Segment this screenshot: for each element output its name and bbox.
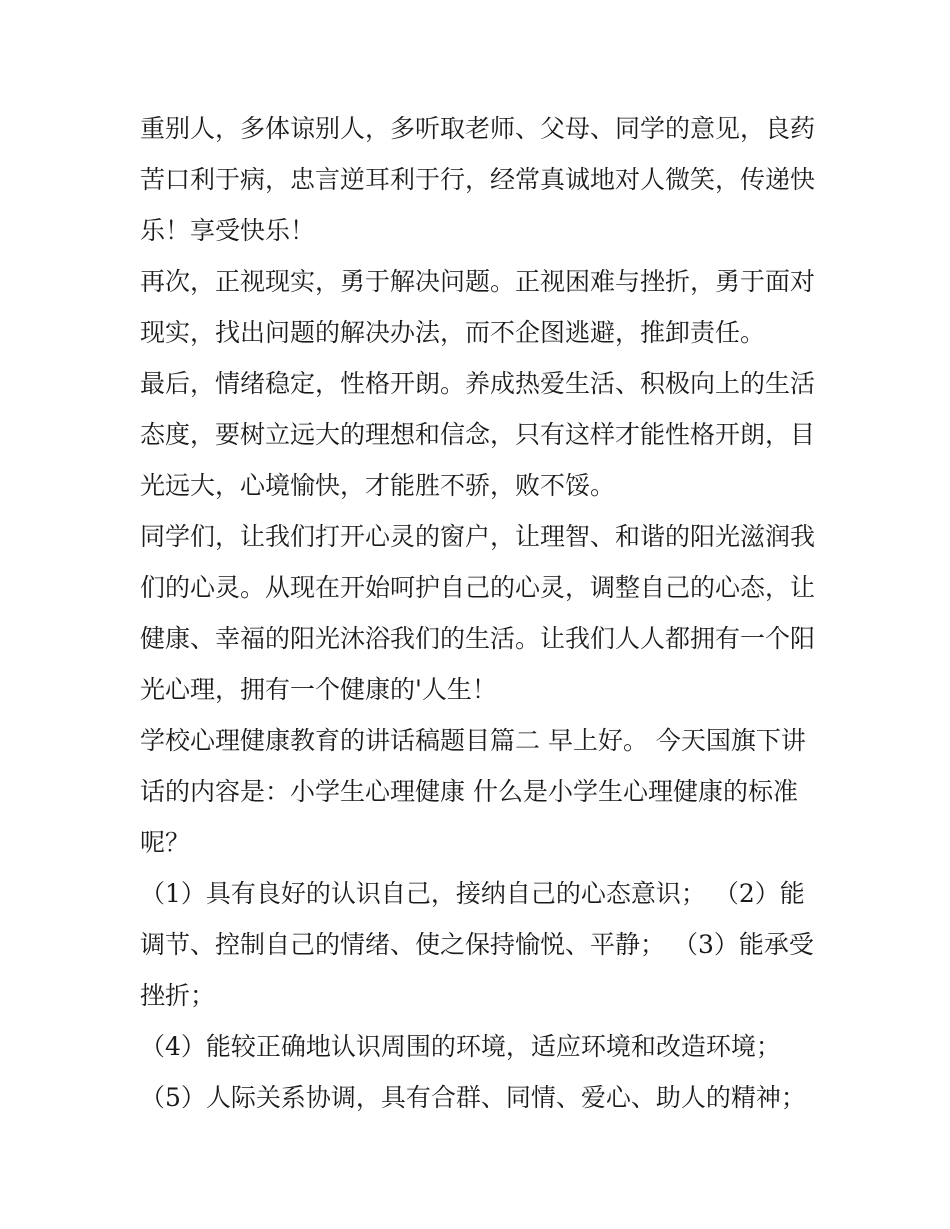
text-line: 现实，找出问题的解决办法，而不企图逃避，推卸责任。 — [140, 318, 766, 347]
text-line: 呢？ — [140, 828, 191, 857]
text-line: 再次，正视现实，勇于解决问题。正视困难与挫折，勇于面对 — [140, 267, 816, 296]
text-line: 挫折； — [140, 981, 216, 1010]
text-line: （5）人际关系协调，具有合群、同情、爱心、助人的精神； — [140, 1083, 806, 1112]
text-line: 光心理，拥有一个健康的'人生！ — [140, 675, 497, 704]
text-line: 重别人，多体谅别人，多听取老师、父母、同学的意见，良药 — [140, 114, 816, 143]
text-line: 最后，情绪稳定，性格开朗。养成热爱生活、积极向上的生活 — [140, 369, 816, 398]
text-line: 同学们，让我们打开心灵的窗户，让理智、和谐的阳光滋润我 — [140, 522, 816, 551]
text-line: 乐！享受快乐！ — [140, 216, 316, 245]
text-line: 苦口利于病，忠言逆耳利于行，经常真诚地对人微笑，传递快 — [140, 165, 816, 194]
text-line: 光远大，心境愉快，才能胜不骄，败不馁。 — [140, 471, 616, 500]
text-line: 态度，要树立远大的理想和信念，只有这样才能性格开朗，目 — [140, 420, 816, 449]
text-line: （4）能较正确地认识周围的环境，适应环境和改造环境； — [140, 1032, 781, 1061]
text-line: 学校心理健康教育的讲话稿题目篇二 早上好。 今天国旗下讲 — [140, 726, 806, 755]
text-line: 健康、幸福的阳光沐浴我们的生活。让我们人人都拥有一个阳 — [140, 624, 816, 653]
text-line: 调节、控制自己的情绪、使之保持愉悦、平静； （3）能承受 — [140, 930, 814, 959]
text-line: （1）具有良好的认识自己，接纳自己的心态意识； （2）能 — [140, 879, 805, 908]
text-line: 们的心灵。从现在开始呵护自己的心灵，调整自己的心态，让 — [140, 573, 816, 602]
text-line: 话的内容是：小学生心理健康 什么是小学生心理健康的标准 — [140, 777, 798, 806]
